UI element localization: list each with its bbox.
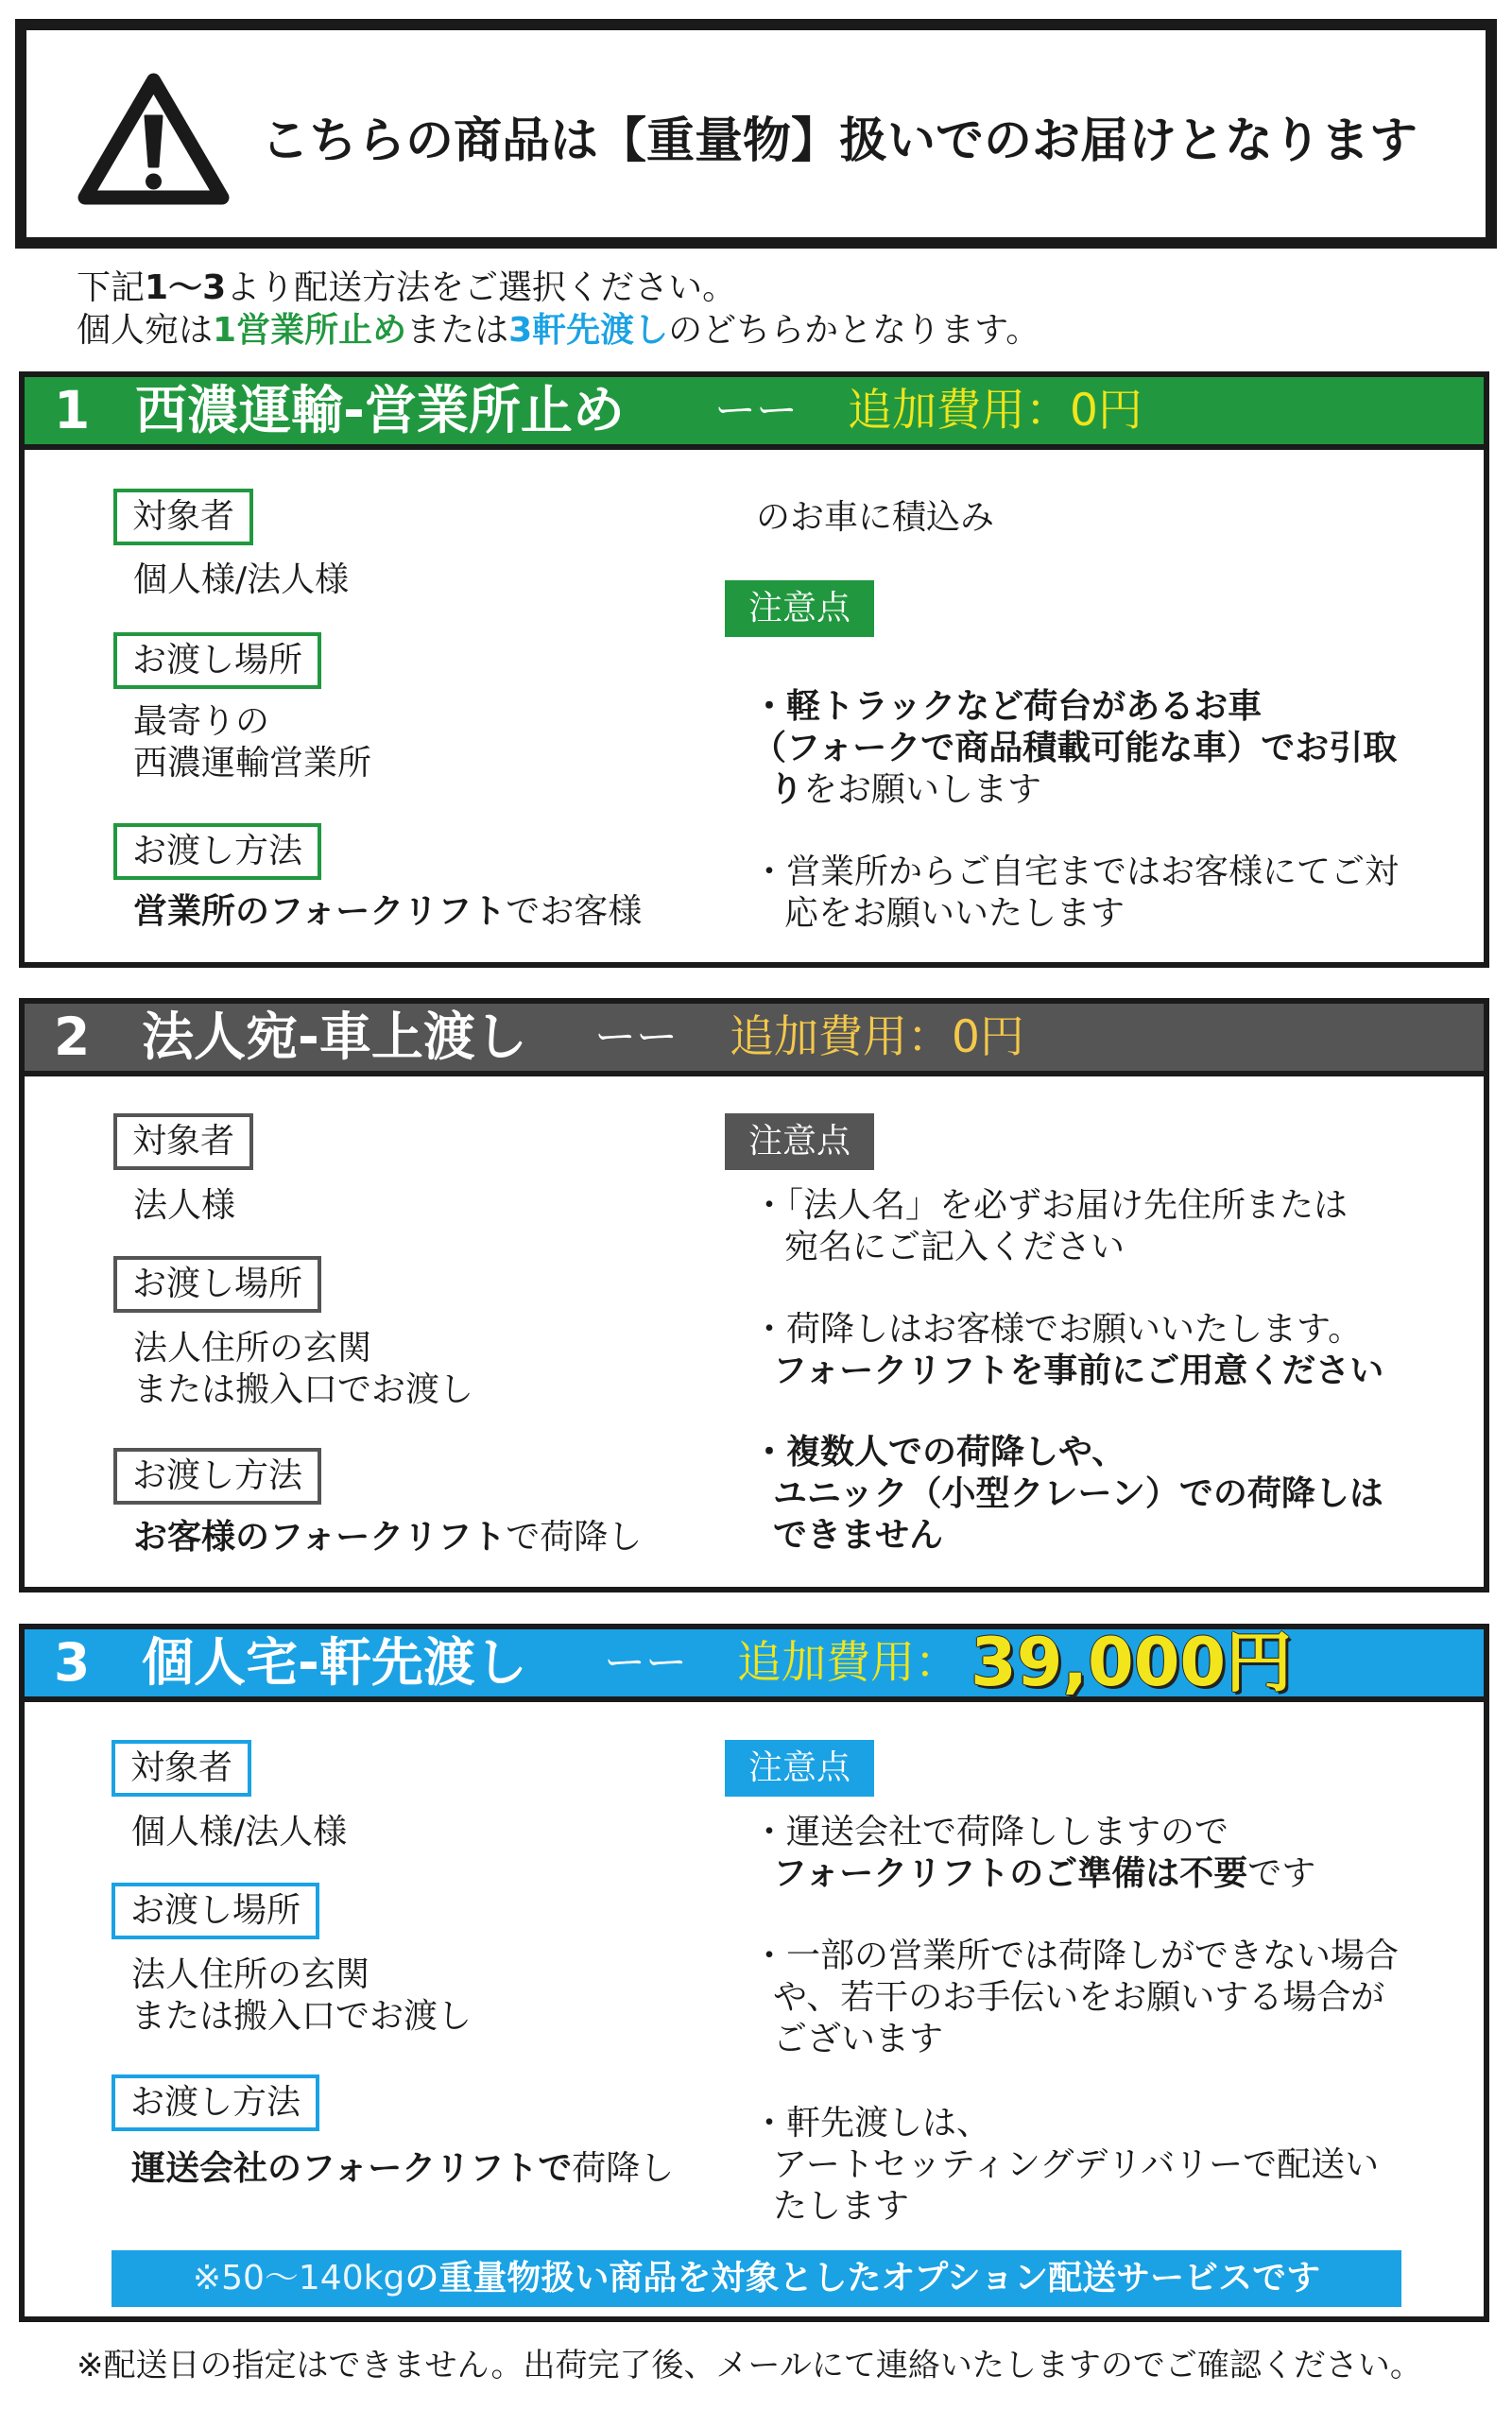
- intro-option-3: 3軒先渡し: [508, 311, 669, 350]
- notice-title: こちらの商品は【重量物】扱いでのお届けとなります: [261, 113, 1418, 169]
- intro-text: のどちらかとなります。: [668, 311, 1040, 350]
- method-text: で荷降し: [506, 1518, 643, 1557]
- target-label: 対象者: [113, 489, 253, 545]
- banner-weight-range: ※50～140kg: [192, 2259, 405, 2298]
- intro-line-2: [77, 310, 1040, 352]
- option-service-banner: [112, 2250, 1401, 2307]
- note-line: ・一部の営業所では荷降しができない場合: [752, 1937, 1400, 1975]
- method-bold: お客様のフォークリフト: [133, 1518, 507, 1557]
- note-item: [752, 1936, 1399, 2060]
- note-item: [752, 1432, 1383, 1557]
- method-bold: 運送会社のフォークリフトで: [131, 2149, 573, 2188]
- delivery-option-1: [19, 371, 1489, 968]
- method-value: [131, 2148, 674, 2190]
- notes-label: 注意点: [725, 1740, 874, 1797]
- place-label: お渡し場所: [113, 632, 321, 689]
- note-line: ユニック（小型クレーン）での荷降しは: [773, 1474, 1383, 1513]
- title-separator: ーー: [594, 1013, 678, 1061]
- target-label: 対象者: [112, 1740, 251, 1797]
- intro-text: より配送方法をご選択ください。: [226, 268, 737, 307]
- target-value: 法人様: [133, 1186, 236, 1225]
- additional-cost-label: 追加費用：: [737, 1637, 959, 1689]
- additional-cost-amount: 0円: [1070, 385, 1143, 437]
- note-line: アートセッティングデリバリーで配送い: [773, 2145, 1380, 2184]
- delivery-option-3: [19, 1624, 1489, 2322]
- additional-cost: [848, 377, 1143, 444]
- place-line: または搬入口でお渡し: [131, 1997, 472, 2036]
- note-line: できません: [773, 1516, 944, 1555]
- intro-line-1: [77, 267, 736, 309]
- option-number: 1: [54, 380, 91, 440]
- note-item: [752, 686, 1397, 811]
- additional-cost-label: 追加費用：: [730, 1011, 952, 1063]
- place-line: または搬入口でお渡し: [133, 1370, 474, 1409]
- option-header: [25, 1004, 1484, 1076]
- target-value: 個人様/法人様: [131, 1813, 348, 1851]
- note-text: です: [1247, 1854, 1316, 1893]
- title-separator: ーー: [604, 1639, 687, 1687]
- method-text: 荷降し: [572, 2149, 675, 2188]
- place-label: お渡し場所: [112, 1883, 319, 1939]
- note-line: ・複数人での荷降しや、: [752, 1433, 1126, 1472]
- note-item: [752, 1309, 1383, 1392]
- note-line: （フォークで商品積載可能な車）でお引取: [752, 729, 1398, 767]
- method-value: [133, 891, 642, 933]
- method-label: お渡し方法: [113, 823, 321, 880]
- note-line: たします: [773, 2187, 910, 2226]
- notes-label: 注意点: [725, 1113, 874, 1170]
- delivery-option-2: [19, 998, 1489, 1592]
- place-value: [133, 701, 371, 784]
- note-line: ・荷降しはお客様でお願いいたします。: [752, 1310, 1363, 1349]
- warning-triangle-icon: [77, 69, 231, 207]
- place-line: 法人住所の玄関: [133, 1329, 372, 1368]
- intro-range: 1～3: [145, 268, 227, 307]
- note-item: [752, 1812, 1315, 1895]
- intro-text: 個人宛は: [77, 311, 214, 350]
- additional-cost: [730, 1004, 1024, 1071]
- note-line: や、若干のお手伝いをお願いする場合が: [773, 1978, 1385, 2017]
- note-line: [752, 769, 1397, 811]
- method-value: [133, 1517, 642, 1558]
- place-label: お渡し場所: [113, 1256, 321, 1313]
- note-line: ・運送会社で荷降ししますので: [752, 1813, 1229, 1851]
- method-label: お渡し方法: [113, 1448, 321, 1505]
- place-value: [133, 1328, 473, 1411]
- method-continued: のお車に積込み: [756, 498, 995, 537]
- place-value: [131, 1954, 472, 2038]
- option-title: 西濃運輸-営業所止め: [135, 380, 625, 440]
- method-text: でお客様: [506, 892, 643, 931]
- note-line: 応をお願いいたします: [784, 894, 1125, 933]
- option-title: 法人宛-車上渡し: [142, 1007, 527, 1067]
- note-item: [752, 852, 1399, 935]
- note-line: ございます: [773, 2020, 944, 2058]
- note-line: ・軽トラックなど荷台があるお車: [752, 687, 1263, 726]
- method-bold: 営業所のフォークリフト: [133, 892, 507, 931]
- footer-note: ※配送日の指定はできません。出荷完了後、メールにて連絡いたしますのでご確認ください。: [77, 2347, 1422, 2384]
- option-title: 個人宅-軒先渡し: [142, 1632, 527, 1693]
- additional-cost-amount: 39,000円: [971, 1624, 1293, 1701]
- intro-option-1: 1営業所止め: [213, 311, 407, 350]
- note-bold: り: [769, 770, 804, 809]
- title-separator: ーー: [714, 387, 798, 435]
- notes-label: 注意点: [725, 580, 874, 637]
- note-line: 宛名にご記入ください: [784, 1228, 1125, 1266]
- intro-text: または: [406, 311, 509, 350]
- option-header: [25, 377, 1484, 450]
- option-number: 2: [54, 1007, 91, 1067]
- note-bold: フォークリフトのご準備は不要: [773, 1854, 1248, 1893]
- method-label: お渡し方法: [112, 2074, 319, 2131]
- note-line: フォークリフトを事前にご用意ください: [773, 1351, 1384, 1390]
- note-line: ・営業所からご自宅まではお客様にてご対: [752, 852, 1400, 891]
- additional-cost-amount: 0円: [952, 1011, 1024, 1063]
- place-line: 最寄りの: [133, 702, 270, 741]
- option-header: [25, 1624, 1484, 1702]
- target-label: 対象者: [113, 1113, 253, 1170]
- option-number: 3: [54, 1632, 91, 1693]
- note-item: [752, 2103, 1379, 2228]
- additional-cost-label: 追加費用：: [848, 385, 1070, 437]
- place-line: 西濃運輸営業所: [133, 744, 372, 783]
- note-item: [752, 1185, 1348, 1268]
- banner-text: の重量物扱い商品を対象としたオプション配送サービスです: [404, 2259, 1321, 2298]
- note-line: [752, 1853, 1315, 1895]
- intro-text: 下記: [77, 268, 146, 307]
- target-value: 個人様/法人様: [133, 560, 350, 599]
- note-line: ・軒先渡しは、: [752, 2104, 991, 2143]
- place-line: 法人住所の玄関: [131, 1955, 370, 1994]
- note-line: ・「法人名」を必ずお届け先住所または: [752, 1186, 1349, 1225]
- note-text: をお願いします: [803, 770, 1042, 809]
- heavy-item-notice: [15, 19, 1497, 249]
